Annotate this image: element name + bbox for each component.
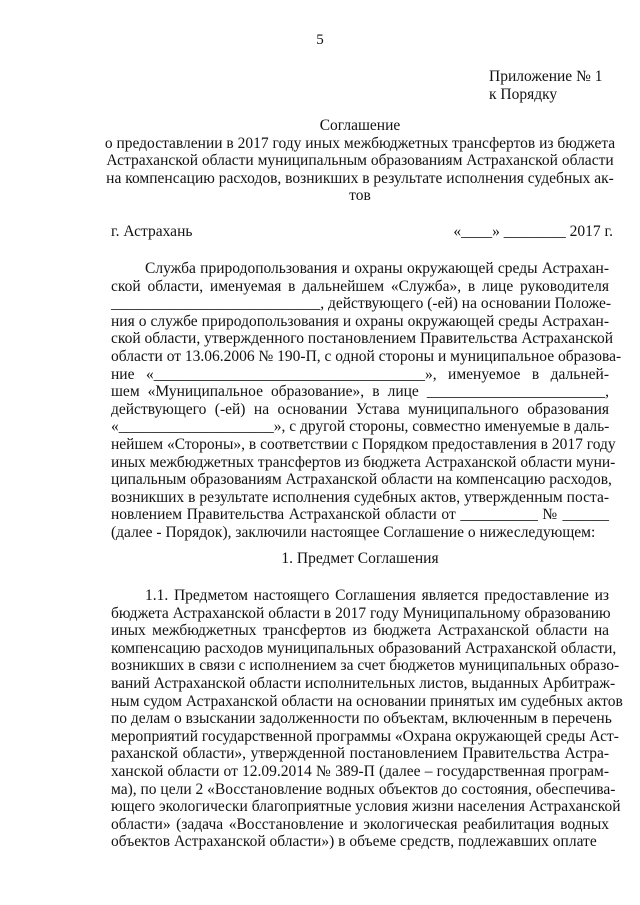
agreement-title [100, 117, 620, 205]
paragraph-line: «____________________», с другой стороны, совместно именуемые в даль- [111, 418, 610, 436]
paragraph-line: (далее - Порядок), заключили настоящее Соглашение о нижеследующем: [111, 523, 596, 541]
paragraph-line: объектов Астраханской области») в объеме средств, подлежавших оплате [111, 833, 597, 851]
paragraph-line: иных межбюджетных трансфертов из бюджета Астраханской области на [111, 622, 609, 640]
paragraph-line: области от 13.06.2006 № 190-П, с одной стороны и муниципальное образова- [111, 347, 622, 365]
paragraph-line: ния о службе природопользования и охраны окружающей среды Астрахан- [111, 312, 609, 330]
date: «____» ________ 2017 г. [453, 223, 613, 240]
paragraph-line: бюджета Астраханской области в 2017 году Муниципальному образованию [111, 604, 611, 622]
paragraph-line: иных межбюджетных трансфертов из бюджета Астраханской области муни- [111, 453, 616, 471]
paragraph-line: ма), по цели 2 «Восстановление водных объектов до состояния, обеспечива- [111, 780, 616, 798]
paragraph-line: возникших в связи с исполнением за счет бюджетов муниципальных образо- [111, 657, 620, 675]
paragraph-line: ние «___________________________________», именуемое в дальней- [111, 365, 609, 383]
paragraph-line: по делам о взыскании задолженности по объектам, включенным в перечень [111, 710, 612, 728]
paragraph-line: 1.1. Предметом настоящего Соглашения является предоставление из [145, 587, 609, 604]
paragraph-line: нейшем «Стороны», в соответствии с Порядком предоставления в 2017 году [111, 435, 616, 453]
appendix-line: к Порядку [489, 86, 558, 103]
title-line: Соглашение [319, 117, 401, 134]
page-number: 5 [316, 32, 324, 48]
title-line: на компенсацию расходов, возникших в результате исполнения судебных ак- [106, 169, 614, 187]
paragraph-line: раханской области», утвержденной постановлением Правительства Астра- [111, 745, 609, 763]
paragraph-line: ской области, утвержденного постановлением Правительства Астраханской [111, 330, 614, 348]
place: г. Астрахань [111, 223, 193, 240]
appendix-header [489, 68, 602, 104]
section-1-paragraph [111, 587, 623, 851]
paragraph-line: ющего экологически благоприятные условия жизни населения Астраханской [111, 798, 621, 816]
paragraph-line: ской области, именуемая в дальнейшем «Служба», в лице руководителя [111, 277, 609, 295]
paragraph-line: шем «Муниципальное образование», в лице _______________________, [111, 383, 609, 401]
paragraph-line: ханской области от 12.09.2014 № 389-П (далее – государственная програм- [111, 762, 609, 780]
preamble-paragraph [111, 260, 622, 542]
section-title: 1. Предмет Соглашения [281, 550, 439, 567]
paragraph-line: ___________________________, действующего (-ей) на основании Положе- [111, 295, 612, 313]
title-line: тов [349, 187, 371, 205]
paragraph-line: компенсацию расходов муниципальных образований Астраханской области, [111, 639, 617, 657]
title-line: о предоставлении в 2017 году иных межбюджетных трансфертов из бюджета [104, 134, 616, 152]
paragraph-line: ваний Астраханской области исполнительных листов, выданных Арбитраж- [111, 674, 616, 692]
paragraph-line: возникших в результате исполнения судебных актов, утвержденным поста- [111, 488, 609, 506]
paragraph-line: мероприятий государственной программы «Охрана окружающей среды Аст- [111, 727, 619, 745]
paragraph-line: новлением Правительства Астраханской области от __________ № ______ [111, 506, 609, 524]
paragraph-line: ным судом Астраханской области на основании принятых им судебных актов [111, 692, 623, 710]
title-line: Астраханской области муниципальным образованиям Астраханской области [106, 152, 614, 170]
appendix-line: Приложение № 1 [489, 68, 603, 85]
paragraph-line: области» (задача «Восстановление и экологическая реабилитация водных [111, 815, 609, 833]
paragraph-line: ципальным образованиям Астраханской области на компенсацию расходов, [111, 471, 612, 489]
paragraph-line: Служба природопользования и охраны окружающей среды Астрахан- [145, 260, 609, 277]
paragraph-line: действующего (-ей) на основании Устава муниципального образования [111, 400, 609, 418]
